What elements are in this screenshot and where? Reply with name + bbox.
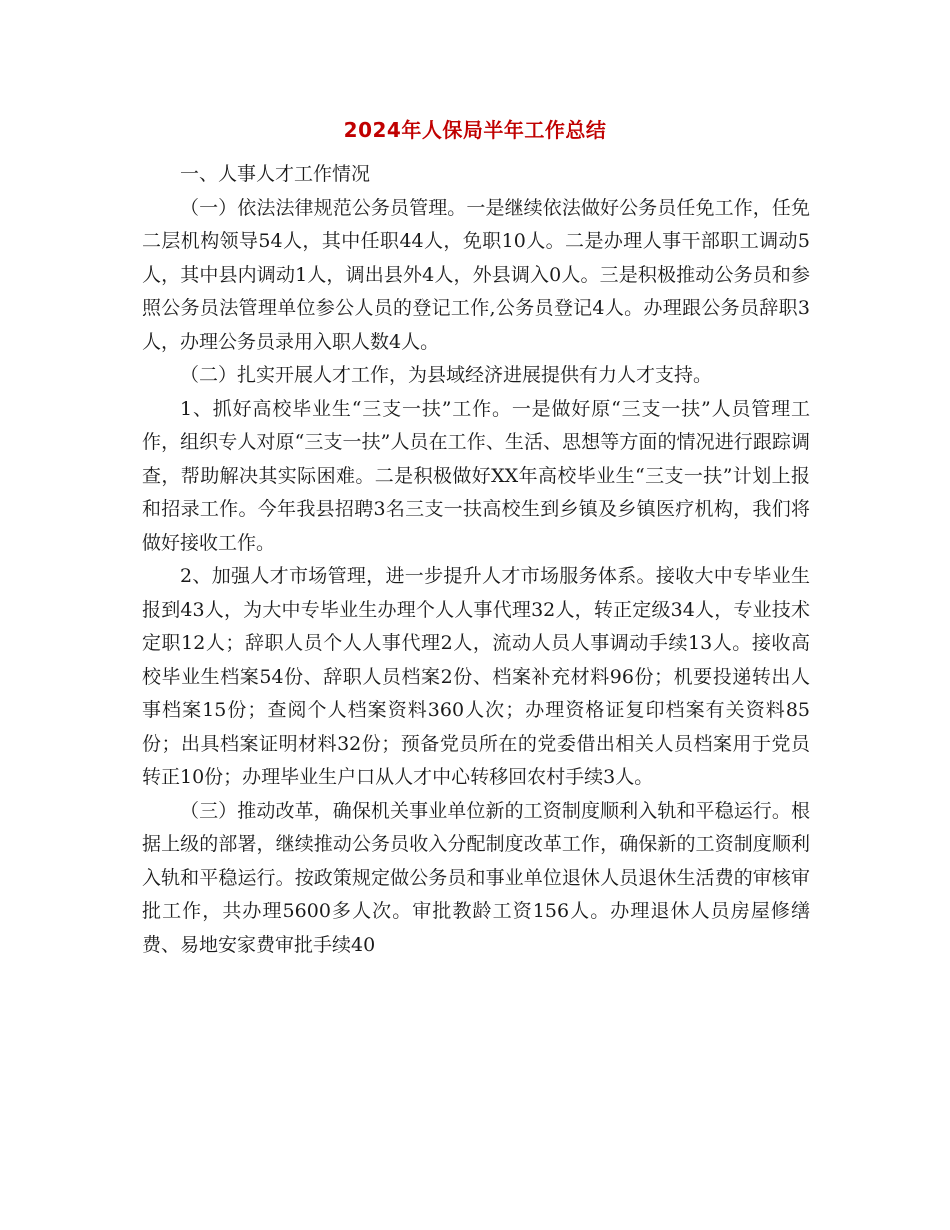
paragraph-talent-market: 2、加强人才市场管理，进一步提升人才市场服务体系。接收大中专毕业生报到43人，为大中专毕业生办理个人人事代理32人，转正定级34人，专业技术定职12人；辞职人员个人人事代理2人，流动人员人事调动手续13人。接收高校毕业生档案54份、辞职人员档案2份、档案补充材料96份；机要投递转出人事档案15份；查阅个人档案资料360人次；办理资格证复印档案有关资料85份；出具档案证明材料32份；预备党员所在的党委借出相关人员档案用于党员转正10份；办理毕业生户口从人才中心转移回农村手续3人。 xyxy=(142,565,810,788)
paragraph-three-supports: 1、抓好高校毕业生“三支一扶”工作。一是做好原“三支一扶”人员管理工作，组织专人对原“三支一扶”人员在工作、生活、思想等方面的情况进行跟踪调查，帮助解决其实际困难。二是积极做好XX年高校毕业生“三支一扶”计划上报和招录工作。今年我县招聘3名三支一扶高校生到乡镇及乡镇医疗机构，我们将做好接收工作。 xyxy=(142,397,810,554)
paragraph-talent-work-heading: （二）扎实开展人才工作，为县域经济进展提供有力人才支持。 xyxy=(180,364,713,386)
paragraph-wage-reform: （三）推动改革，确保机关事业单位新的工资制度顺利入轨和平稳运行。根据上级的部署，继续推动公务员收入分配制度改革工作，确保新的工资制度顺利入轨和平稳运行。按政策规定做公务员和事业单位退休人员退休生活费的审核审批工作，共办理5600多人次。审批教龄工资156人。办理退休人员房屋修缮费、易地安家费审批手续40 xyxy=(142,799,810,956)
document-title: 2024年人保局半年工作总结 xyxy=(343,118,607,142)
section-heading-personnel: 一、人事人才工作情况 xyxy=(180,163,371,185)
paragraph-civil-servant-management: （一）依法法律规范公务员管理。一是继续依法做好公务员任免工作，任免二层机构领导54人，其中任职44人，免职10人。二是办理人事干部职工调动5人，其中县内调动1人，调出县外4人，外县调入0人。三是积极推动公务员和参照公务员法管理单位参公人员的登记工作,公务员登记4人。办理跟公务员辞职3人，办理公务员录用入职人数4人。 xyxy=(142,196,810,353)
document-body xyxy=(142,158,810,962)
